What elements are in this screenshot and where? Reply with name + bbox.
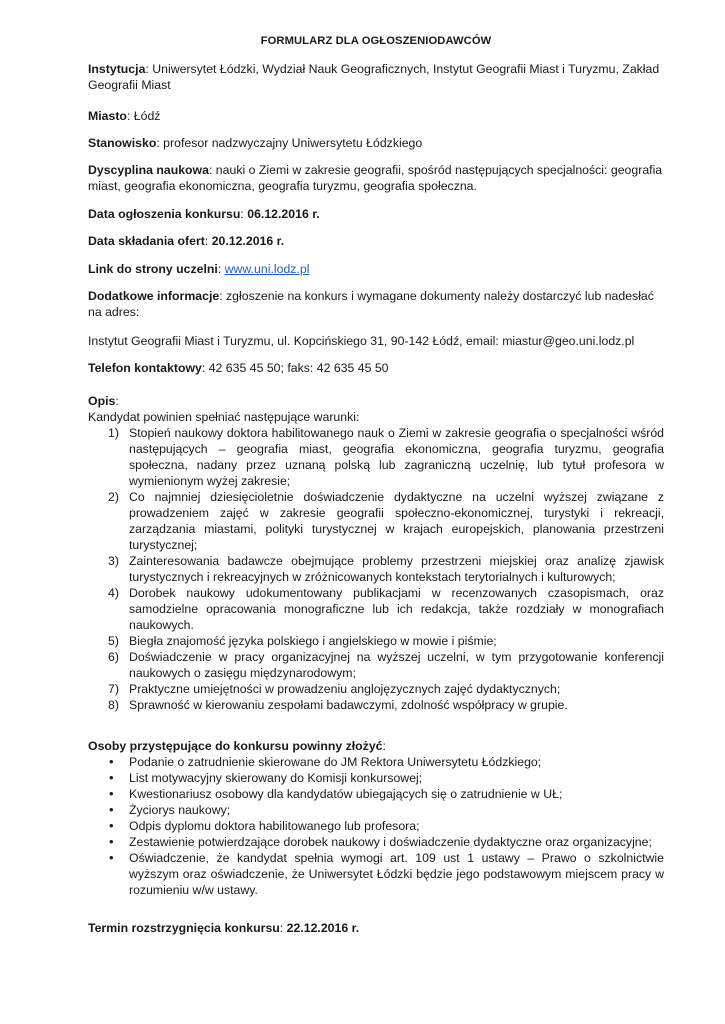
list-item: • Kwestionariusz osobowy dla kandydatów ubiegających się o zatrudnienie w UŁ; [109, 786, 563, 801]
field-label: Data składania ofert [88, 234, 205, 248]
field-label: Dodatkowe informacje [88, 289, 220, 303]
list-item: 2) Co najmniej dziesięcioletnie doświadczenie dydaktyczne na uczelni wyższej związane z prowadzeniem zajęć w zakresie geografii społeczno-ekonomicznej, turystyki i rekreacji, zarządzania miastami, polityki turystycznej w krajach europejskich, planowania przestrzeni turystycznej; [108, 490, 664, 552]
field-value: : 42 635 45 50; faks: 42 635 45 50 [201, 361, 389, 375]
list-item: 7) Praktyczne umiejętności w prowadzeniu anglojęzycznych zajęć dydaktycznych; [108, 682, 561, 696]
address-line: Instytut Geografii Miast i Turyzmu, ul. Kopcińskiego 31, 90-142 Łódź, email: miastur@geo.uni.lodz.pl [88, 334, 635, 348]
field-value: 22.12.2016 r. [286, 921, 360, 935]
field-sep: : [217, 262, 225, 276]
osoby-heading: Osoby przystępujące do konkursu powinny złożyć: [88, 739, 386, 753]
field-label: Dyscyplina naukowa [88, 163, 209, 177]
field-value: 20.12.2016 r. [211, 234, 285, 248]
list-item: 6) Doświadczenie w pracy organizacyjnej na wyższej uczelni, w tym przygotowanie konferencji naukowych o zasięgu międzynarodowym; [108, 650, 664, 680]
field-termin [88, 920, 664, 936]
field-label: Link do strony uczelni [88, 262, 218, 276]
field-label: Osoby przystępujące do konkursu powinny złożyć [88, 739, 383, 753]
field-dodatkowe [88, 288, 664, 320]
field-sep: : [240, 207, 248, 221]
university-link[interactable]: www.uni.lodz.pl [224, 262, 310, 276]
field-label: Miasto [88, 109, 127, 123]
list-item: • List motywacyjny skierowany do Komisji konkursowej; [109, 770, 423, 785]
list-item: 3) Zainteresowania badawcze obejmujące problemy przestrzeni miejskiej oraz analizę zjawisk turystycznych i rekreacyjnych w zróżnicowanych kontekstach terytorialnych i kulturowych; [108, 554, 664, 584]
field-value: : nauki o Ziemi w zakresie geografii, spośród następujących specjalności: geografia miast, geografia ekonomiczna, geografia turyzmu, geografia społeczna. [88, 163, 663, 193]
field-value: : Uniwersytet Łódzki, Wydział Nauk Geograficznych, Instytut Geografii Miast i Turyzmu, Zakład Geografii Miast [88, 62, 660, 92]
field-miasto [88, 108, 664, 124]
field-value: : profesor nadzwyczajny Uniwersytetu Łódzkiego [156, 136, 423, 150]
field-value: : zgłoszenie na konkurs i wymagane dokumenty należy dostarczyć lub nadesłać na adres: [88, 289, 654, 319]
list-item: • Zestawienie potwierdzające dorobek naukowy i doświadczenie dydaktyczne oraz organizacyjne; [109, 834, 652, 849]
field-dyscyplina [88, 162, 664, 194]
field-label: Telefon kontaktowy [88, 361, 202, 375]
list-item: • Oświadczenie, że kandydat spełnia wymogi art. 109 ust 1 ustawy – Prawo o szkolnictwie wyższym oraz oświadczenie, że Uniwersytet Łódzki będzie jego podstawowym miejscem pracy w rozumieniu w/w ustawy. [109, 850, 664, 897]
page-title: FORMULARZ DLA OGŁOSZENIODAWCÓW [260, 35, 492, 47]
list-item: 1) Stopień naukowy doktora habilitowanego nauk o Ziemi w zakresie geografia o specjalności wśród następujących – geografia miast, geografia ekonomiczna, geografia turyzmu, geografia społeczna, nadany przez uznaną polską lub zagraniczną uczelnię, lub tytuł profesora w wymienionym wyżej zakresie; [108, 426, 664, 488]
list-item: • Podanie o zatrudnienie skierowane do JM Rektora Uniwersytetu Łódzkiego; [109, 754, 542, 769]
list-item: 5) Biegła znajomość języka polskiego i angielskiego w mowie i piśmie; [108, 634, 497, 648]
field-label: Opis [88, 394, 116, 408]
field-telefon [88, 360, 664, 376]
list-item: • Życiorys naukowy; [109, 802, 231, 817]
field-label: Data ogłoszenia konkursu [88, 207, 241, 221]
documents-list [88, 754, 664, 898]
list-item: • Odpis dyplomu doktora habilitowanego lub profesora; [109, 818, 420, 833]
field-data-ogloszenia [88, 206, 664, 222]
field-label: Stanowisko [88, 136, 157, 150]
field-value: : Łódź [126, 109, 161, 123]
field-label: Termin rozstrzygnięcia konkursu [88, 921, 280, 935]
field-label: Instytucja [88, 62, 146, 76]
field-link [88, 261, 664, 277]
requirements-list [88, 425, 664, 713]
field-sep: : [204, 234, 212, 248]
field-sep: : [279, 921, 287, 935]
field-stanowisko [88, 135, 664, 151]
field-value: 06.12.2016 r. [247, 207, 320, 221]
field-instytucja [88, 61, 664, 93]
opis-heading: Opis: [88, 394, 119, 408]
opis-intro: Kandydat powinien spełniać następujące warunki: [88, 410, 360, 424]
list-item: 8) Sprawność w kierowaniu zespołami badawczymi, zdolność współpracy w grupie. [108, 698, 568, 712]
list-item: 4) Dorobek naukowy udokumentowany publikacjami w recenzowanych czasopismach, oraz samodzielne opracowania monograficzne lub ich redakcja, także rozdziały w monografiach naukowych. [108, 586, 664, 632]
field-data-skladania [88, 233, 664, 249]
